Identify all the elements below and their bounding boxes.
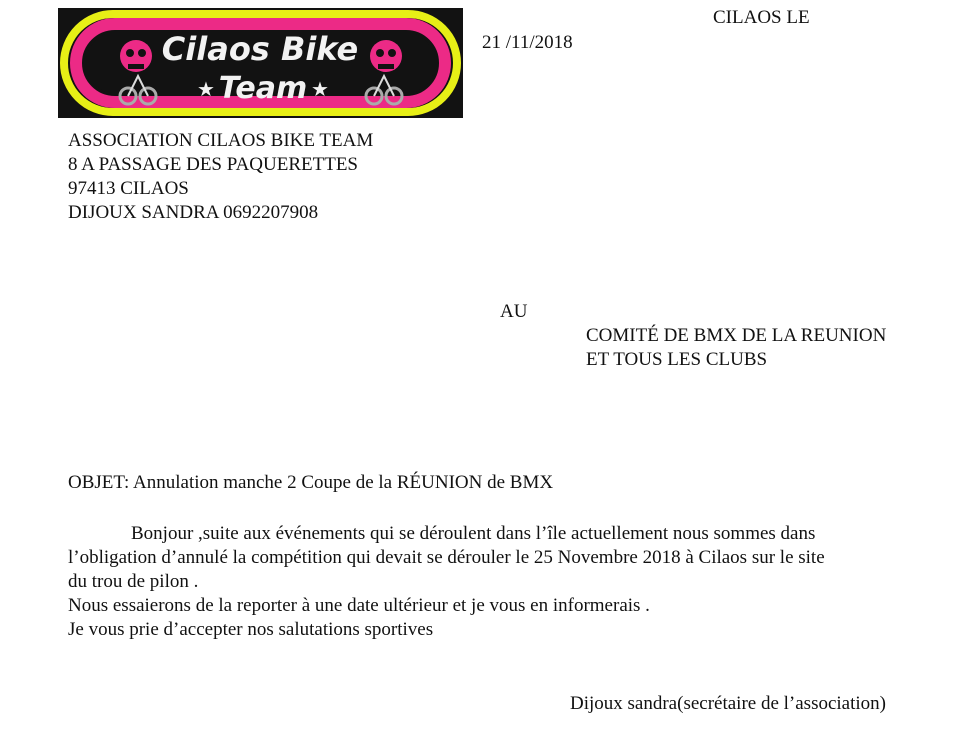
- logo-text-line1: Cilaos Bike: [161, 30, 359, 68]
- body-line: du trou de pilon .: [68, 571, 199, 592]
- sender-line: 8 A PASSAGE DES PAQUERETTES: [68, 154, 359, 175]
- recipient-prefix: AU: [500, 301, 528, 322]
- recipient-address: [586, 324, 886, 372]
- body-line: Je vous prie d’accepter nos salutations sportives: [68, 619, 434, 640]
- letter-body: [68, 522, 928, 642]
- body-line: Nous essaierons de la reporter à une date ultérieur et je vous en informerais .: [68, 595, 650, 616]
- sender-line: ASSOCIATION CILAOS BIKE TEAM: [68, 130, 374, 151]
- letter-date: 21 /11/2018: [482, 32, 573, 53]
- sender-line: 97413 CILAOS: [68, 178, 189, 199]
- recipient-line: ET TOUS LES CLUBS: [586, 349, 768, 370]
- club-logo: [58, 8, 463, 118]
- body-line: l’obligation d’annulé la compétition qui devait se dérouler le 25 Novembre 2018 à Cilaos sur le site: [68, 547, 825, 568]
- logo-star-right-icon: ★: [311, 77, 329, 101]
- signature: Dijoux sandra(secrétaire de l’association): [570, 693, 887, 714]
- logo-text-line2: Team: [218, 71, 308, 106]
- club-logo-graphic: [58, 8, 463, 118]
- logo-star-left-icon: ★: [197, 77, 215, 101]
- city-label: CILAOS LE: [713, 7, 810, 28]
- body-line: Bonjour ,suite aux événements qui se déroulent dans l’île actuellement nous sommes dans: [131, 523, 816, 544]
- recipient-line: COMITÉ DE BMX DE LA REUNION: [586, 325, 887, 346]
- sender-address: [68, 129, 373, 225]
- sender-line: DIJOUX SANDRA 0692207908: [68, 202, 319, 223]
- letter-subject: OBJET: Annulation manche 2 Coupe de la RÉUNION de BMX: [68, 472, 554, 493]
